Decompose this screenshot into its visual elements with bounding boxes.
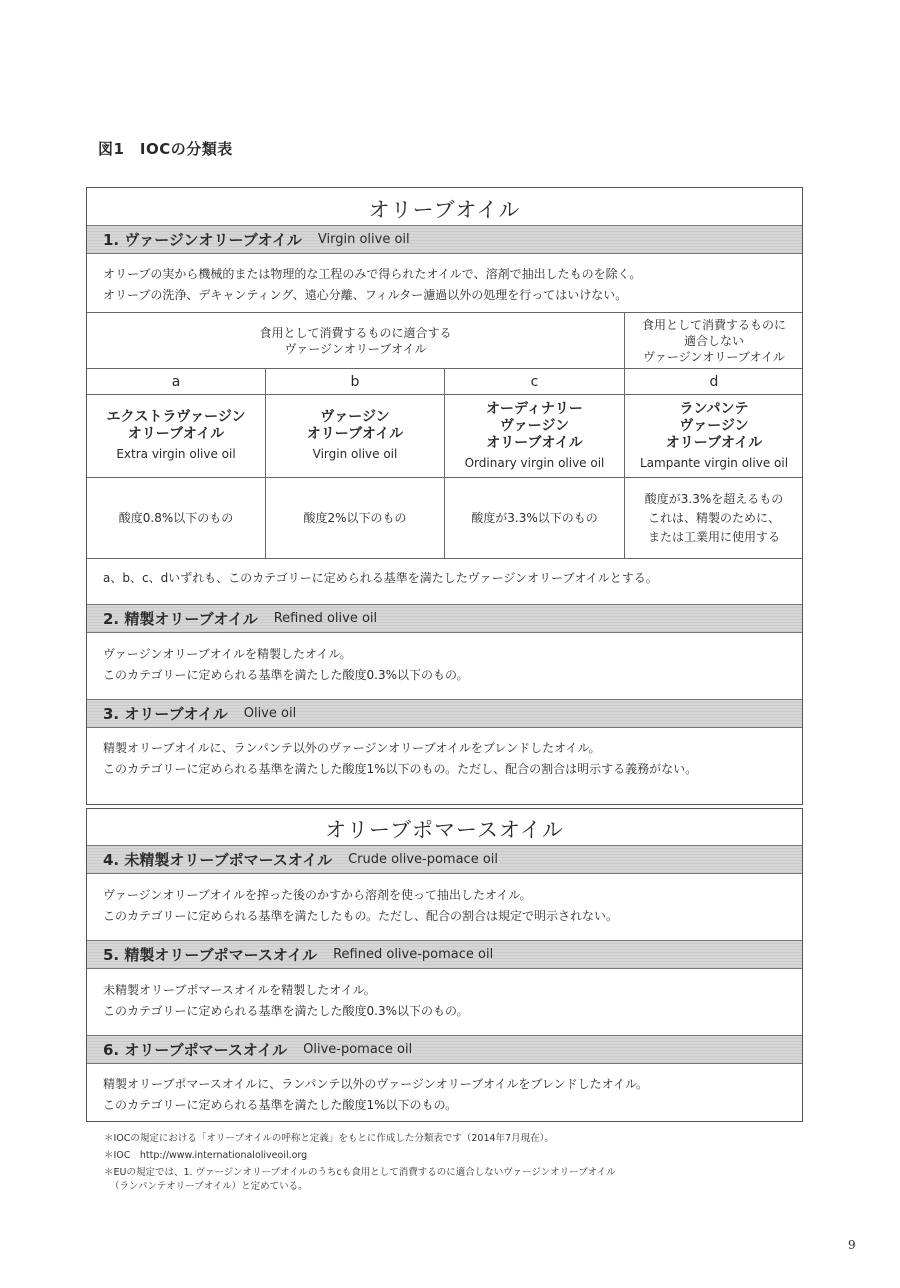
category-a-name-en: Extra virgin olive oil bbox=[116, 447, 236, 461]
section-6-desc-line: 精製オリーブポマースオイルに、ランパンテ以外のヴァージンオリーブオイルをブレンドしたオイル。 bbox=[103, 1077, 649, 1091]
category-c bbox=[445, 395, 624, 477]
footnote: （ランパンテオリーブオイル）と定めている。 bbox=[110, 1181, 308, 1192]
category-b bbox=[266, 395, 444, 477]
group-edible-line: ヴァージンオリーブオイル bbox=[284, 341, 427, 356]
figure-title: 図1 IOCの分類表 bbox=[98, 140, 233, 158]
section-5-header bbox=[87, 940, 802, 969]
section-6-header bbox=[87, 1035, 802, 1064]
footnote: ＊IOCの規定における「オリーブオイルの呼称と定義」をもとに作成した分類表です（2014年7月現在）。 bbox=[104, 1133, 554, 1144]
section-1-desc-line: オリーブの実から機械的または物理的な工程のみで得られたオイルで、溶剤で抽出したものを除く。 bbox=[103, 267, 642, 281]
pomace-oil-banner: オリーブポマースオイル bbox=[325, 818, 564, 842]
group-not-edible-line: 適合しない bbox=[683, 333, 744, 348]
section-5-desc-line: 未精製オリーブポマースオイルを精製したオイル。 bbox=[103, 983, 376, 997]
footnote: ＊IOC http://www.internationaloliveoil.org bbox=[104, 1150, 308, 1161]
footnotes bbox=[104, 1132, 616, 1197]
page-number: 9 bbox=[848, 1238, 856, 1252]
section-1-title-en: Virgin olive oil bbox=[317, 232, 410, 247]
section-3-title-en: Olive oil bbox=[243, 706, 297, 721]
section-2-description bbox=[103, 644, 792, 686]
section-5-title: 5. 精製オリーブポマースオイル bbox=[103, 946, 318, 964]
column-letter-c: c bbox=[530, 373, 539, 390]
section-2-desc-line: このカテゴリーに定められる基準を満たした酸度0.3%以下のもの。 bbox=[103, 668, 469, 682]
category-d-acidity: 酸度が3.3%を超えるもの これは、精製のために、 または工業用に使用する bbox=[644, 491, 784, 544]
category-a bbox=[87, 395, 265, 477]
section-2-title: 2. 精製オリーブオイル bbox=[103, 610, 258, 628]
table-divider bbox=[87, 558, 802, 559]
section-2-title-en: Refined olive oil bbox=[273, 611, 378, 626]
section-1-title: 1. ヴァージンオリーブオイル bbox=[103, 231, 302, 249]
section-3-title: 3. オリーブオイル bbox=[103, 705, 228, 723]
section-1-header bbox=[87, 225, 802, 254]
section-2-header bbox=[87, 604, 802, 633]
section-4-description bbox=[103, 885, 792, 927]
section-2-desc-line: ヴァージンオリーブオイルを精製したオイル。 bbox=[103, 647, 352, 661]
section-4-desc-line: このカテゴリーに定められる基準を満たしたもの。ただし、配合の割合は規定で明示されない。 bbox=[103, 909, 619, 923]
group-edible-line: 食用として消費するものに適合する bbox=[259, 325, 452, 340]
section-5-description bbox=[103, 980, 792, 1022]
column-letter-b: b bbox=[350, 373, 360, 390]
group-edible bbox=[87, 313, 624, 368]
category-b-acidity: 酸度2%以下のもの bbox=[303, 510, 407, 525]
section-6-desc-line: このカテゴリーに定められる基準を満たした酸度1%以下のもの。 bbox=[103, 1098, 458, 1112]
category-c-acidity: 酸度が3.3%以下のもの bbox=[471, 510, 598, 525]
category-c-name-en: Ordinary virgin olive oil bbox=[464, 455, 605, 470]
section-1-desc-line: オリーブの洗浄、デキャンティング、遠心分離、フィルター濾過以外の処理を行ってはいけない。 bbox=[103, 288, 628, 302]
section-3-description bbox=[103, 738, 792, 780]
category-b-name-jp: ヴァージン オリーブオイル bbox=[306, 409, 404, 442]
section-1-description bbox=[103, 264, 792, 306]
category-a-acidity: 酸度0.8%以下のもの bbox=[118, 510, 234, 525]
olive-oil-banner: オリーブオイル bbox=[368, 198, 521, 222]
column-letter-d: d bbox=[709, 373, 719, 390]
category-b-name-en: Virgin olive oil bbox=[312, 447, 398, 461]
olive-oil-panel bbox=[86, 187, 803, 805]
section-4-title: 4. 未精製オリーブポマースオイル bbox=[103, 851, 333, 869]
category-d bbox=[625, 395, 803, 477]
category-c-name-jp: オーディナリー ヴァージン オリーブオイル bbox=[486, 400, 583, 451]
section-3-desc-line: このカテゴリーに定められる基準を満たした酸度1%以下のもの。ただし、配合の割合は明示する義務がない。 bbox=[103, 762, 698, 776]
group-not-edible bbox=[625, 313, 803, 368]
section-6-title: 6. オリーブポマースオイル bbox=[103, 1041, 288, 1059]
table-note: a、b、c、dいずれも、このカテゴリーに定められる基準を満たしたヴァージンオリーブオイルとする。 bbox=[103, 571, 658, 585]
pomace-oil-panel bbox=[86, 808, 803, 1122]
section-4-header bbox=[87, 845, 802, 874]
section-5-title-en: Refined olive-pomace oil bbox=[333, 947, 494, 962]
group-not-edible-line: ヴァージンオリーブオイル bbox=[642, 349, 786, 364]
section-4-title-en: Crude olive-pomace oil bbox=[348, 852, 499, 867]
column-letter-a: a bbox=[171, 373, 181, 390]
section-5-desc-line: このカテゴリーに定められる基準を満たした酸度0.3%以下のもの。 bbox=[103, 1004, 469, 1018]
group-not-edible-line: 食用として消費するものに bbox=[641, 317, 786, 332]
category-d-name-en: Lampante virgin olive oil bbox=[639, 455, 789, 470]
section-6-title-en: Olive-pomace oil bbox=[303, 1042, 413, 1057]
category-d-name-jp: ランパンテ ヴァージン オリーブオイル bbox=[665, 400, 763, 451]
footnote: ＊EUの規定では、1. ヴァージンオリーブオイルのうちcも食用として消費するのに適合しないヴァージンオリーブオイル bbox=[104, 1167, 616, 1178]
section-3-desc-line: 精製オリーブオイルに、ランパンテ以外のヴァージンオリーブオイルをブレンドしたオイル。 bbox=[103, 741, 601, 755]
section-4-desc-line: ヴァージンオリーブオイルを搾った後のかすから溶剤を使って抽出したオイル。 bbox=[103, 888, 532, 902]
section-3-header bbox=[87, 699, 802, 728]
section-6-description bbox=[103, 1074, 792, 1116]
category-a-name-jp: エクストラヴァージン オリーブオイル bbox=[106, 409, 246, 442]
